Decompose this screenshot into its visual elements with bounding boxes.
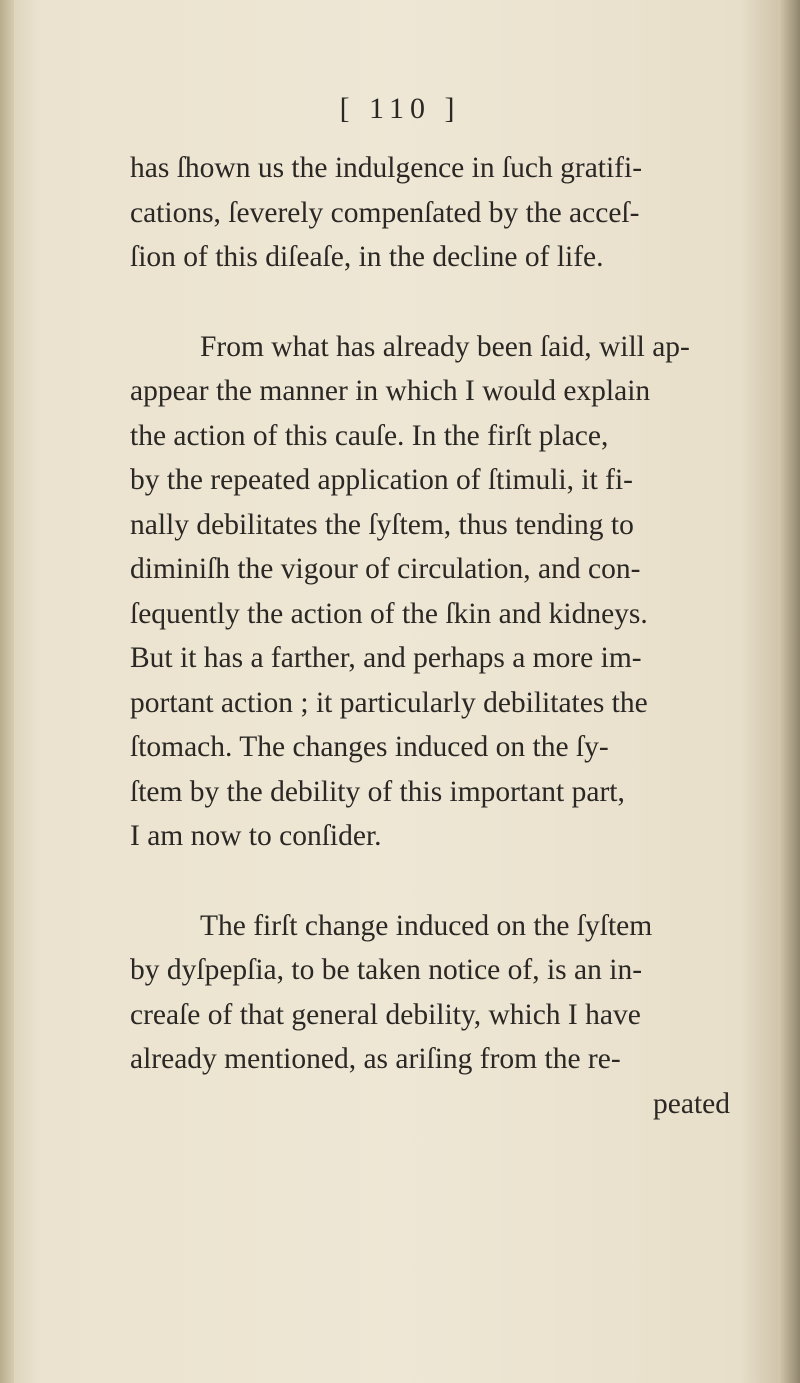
body-text bbox=[130, 146, 730, 1126]
text-line: appear the manner in which I would explain bbox=[130, 375, 651, 407]
text-line: creaſe of that general debility, which I have bbox=[130, 998, 641, 1031]
text-line: portant action ; it particularly debilitates the bbox=[130, 686, 648, 719]
text-line: by dyſpepſia, to be taken notice of, is an in- bbox=[130, 954, 643, 986]
text-line: From what has already been ſaid, will ap- bbox=[200, 330, 690, 363]
text-line: diminiſh the vigour of circulation, and con- bbox=[130, 553, 641, 585]
left-gutter-shadow bbox=[0, 0, 14, 1383]
text-line: nally debilitates the ſyſtem, thus tending to bbox=[130, 508, 634, 541]
paragraph-gap bbox=[130, 859, 730, 904]
text-line: ſequently the action of the ſkin and kidneys. bbox=[130, 597, 648, 630]
right-gutter-edge bbox=[778, 0, 800, 1383]
text-line: The firſt change induced on the ſyſtem bbox=[200, 909, 653, 942]
text-line: by the repeated application of ſtimuli, it fi- bbox=[130, 464, 633, 496]
text-line: the action of this cauſe. In the firſt place, bbox=[130, 419, 609, 452]
paragraph-1 bbox=[130, 146, 730, 280]
text-line: ſtomach. The changes induced on the ſy- bbox=[130, 731, 609, 763]
paragraph-gap bbox=[130, 280, 730, 325]
text-line: cations, ſeverely compenſated by the acceſ- bbox=[130, 196, 640, 229]
text-line: I am now to conſider. bbox=[130, 820, 382, 852]
catchword: peated bbox=[653, 1087, 730, 1120]
text-line: ſtem by the debility of this important part, bbox=[130, 775, 625, 808]
page-number-header: [ 110 ] bbox=[339, 92, 461, 125]
paragraph-3 bbox=[130, 904, 730, 1082]
text-line: already mentioned, as ariſing from the re- bbox=[130, 1043, 621, 1075]
text-line: But it has a farther, and perhaps a more im- bbox=[130, 642, 642, 674]
paragraph-2 bbox=[130, 325, 730, 859]
text-line: has ſhown us the indulgence in ſuch gratifi- bbox=[130, 152, 643, 184]
text-line: ſion of this diſeaſe, in the decline of life. bbox=[130, 241, 604, 273]
